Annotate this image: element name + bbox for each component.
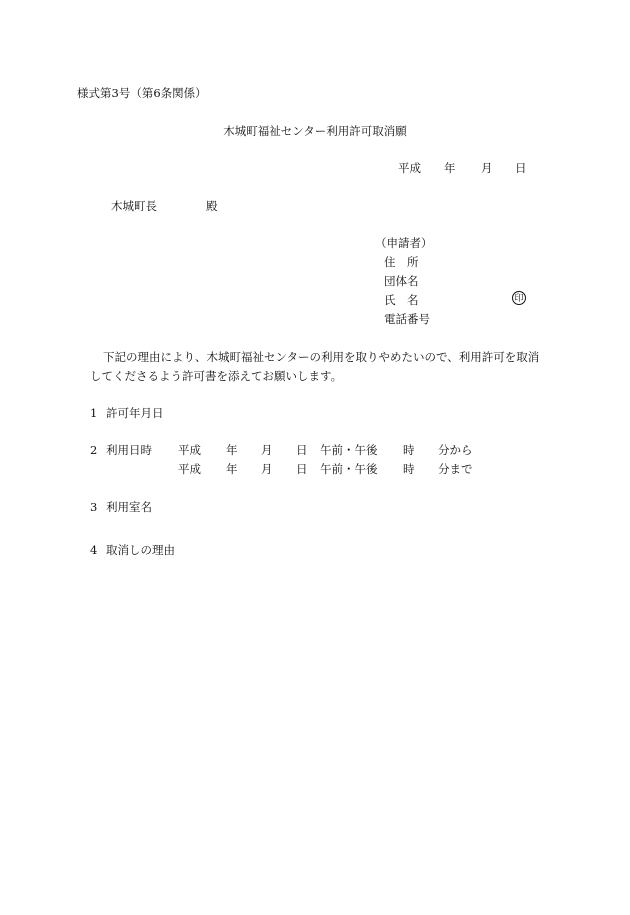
body-text-line-2: してくださるよう許可書を添えてお願いします。: [90, 369, 343, 383]
end-hour-label: 時: [403, 462, 415, 476]
item-number: 1: [90, 406, 98, 420]
start-month-label: 月: [261, 443, 273, 457]
date-month-label: 月: [481, 161, 493, 175]
addressee-honorific: 殿: [206, 199, 218, 213]
date-day-label: 日: [515, 161, 527, 175]
start-era: 平成: [178, 443, 201, 457]
item-label: 取消しの理由: [106, 543, 175, 557]
item-number: 3: [90, 500, 98, 514]
date-year-label: 年: [444, 161, 456, 175]
end-minute-label: 分まで: [438, 462, 473, 476]
phone-label: 電話番号: [384, 312, 430, 326]
body-text-line-1: 下記の理由により、木城町福祉センターの利用を取りやめたいので、利用許可を取消: [103, 350, 540, 364]
date-era: 平成: [398, 161, 421, 175]
start-day-label: 日: [296, 443, 308, 457]
start-ampm-label: 午前・午後: [320, 443, 378, 457]
organization-label: 団体名: [384, 274, 419, 288]
address-label: 住 所: [384, 255, 419, 269]
seal-mark: 印: [512, 291, 526, 305]
end-year-label: 年: [226, 462, 238, 476]
start-minute-label: 分から: [438, 443, 473, 457]
item-label: 利用室名: [106, 500, 152, 514]
item-number: 4: [90, 543, 98, 557]
start-hour-label: 時: [403, 443, 415, 457]
item-label: 許可年月日: [106, 406, 164, 420]
start-year-label: 年: [226, 443, 238, 457]
end-ampm-label: 午前・午後: [320, 462, 378, 476]
end-day-label: 日: [296, 462, 308, 476]
document-title: 木城町福祉センター利用許可取消願: [223, 124, 407, 138]
item-label: 利用日時: [106, 443, 152, 457]
item-number: 2: [90, 443, 98, 457]
end-era: 平成: [178, 462, 201, 476]
end-month-label: 月: [261, 462, 273, 476]
addressee-name: 木城町長: [111, 199, 157, 213]
form-number: 様式第3号（第6条関係）: [77, 86, 207, 100]
name-label: 氏 名: [384, 293, 419, 307]
applicant-heading: （申請者）: [375, 236, 433, 250]
